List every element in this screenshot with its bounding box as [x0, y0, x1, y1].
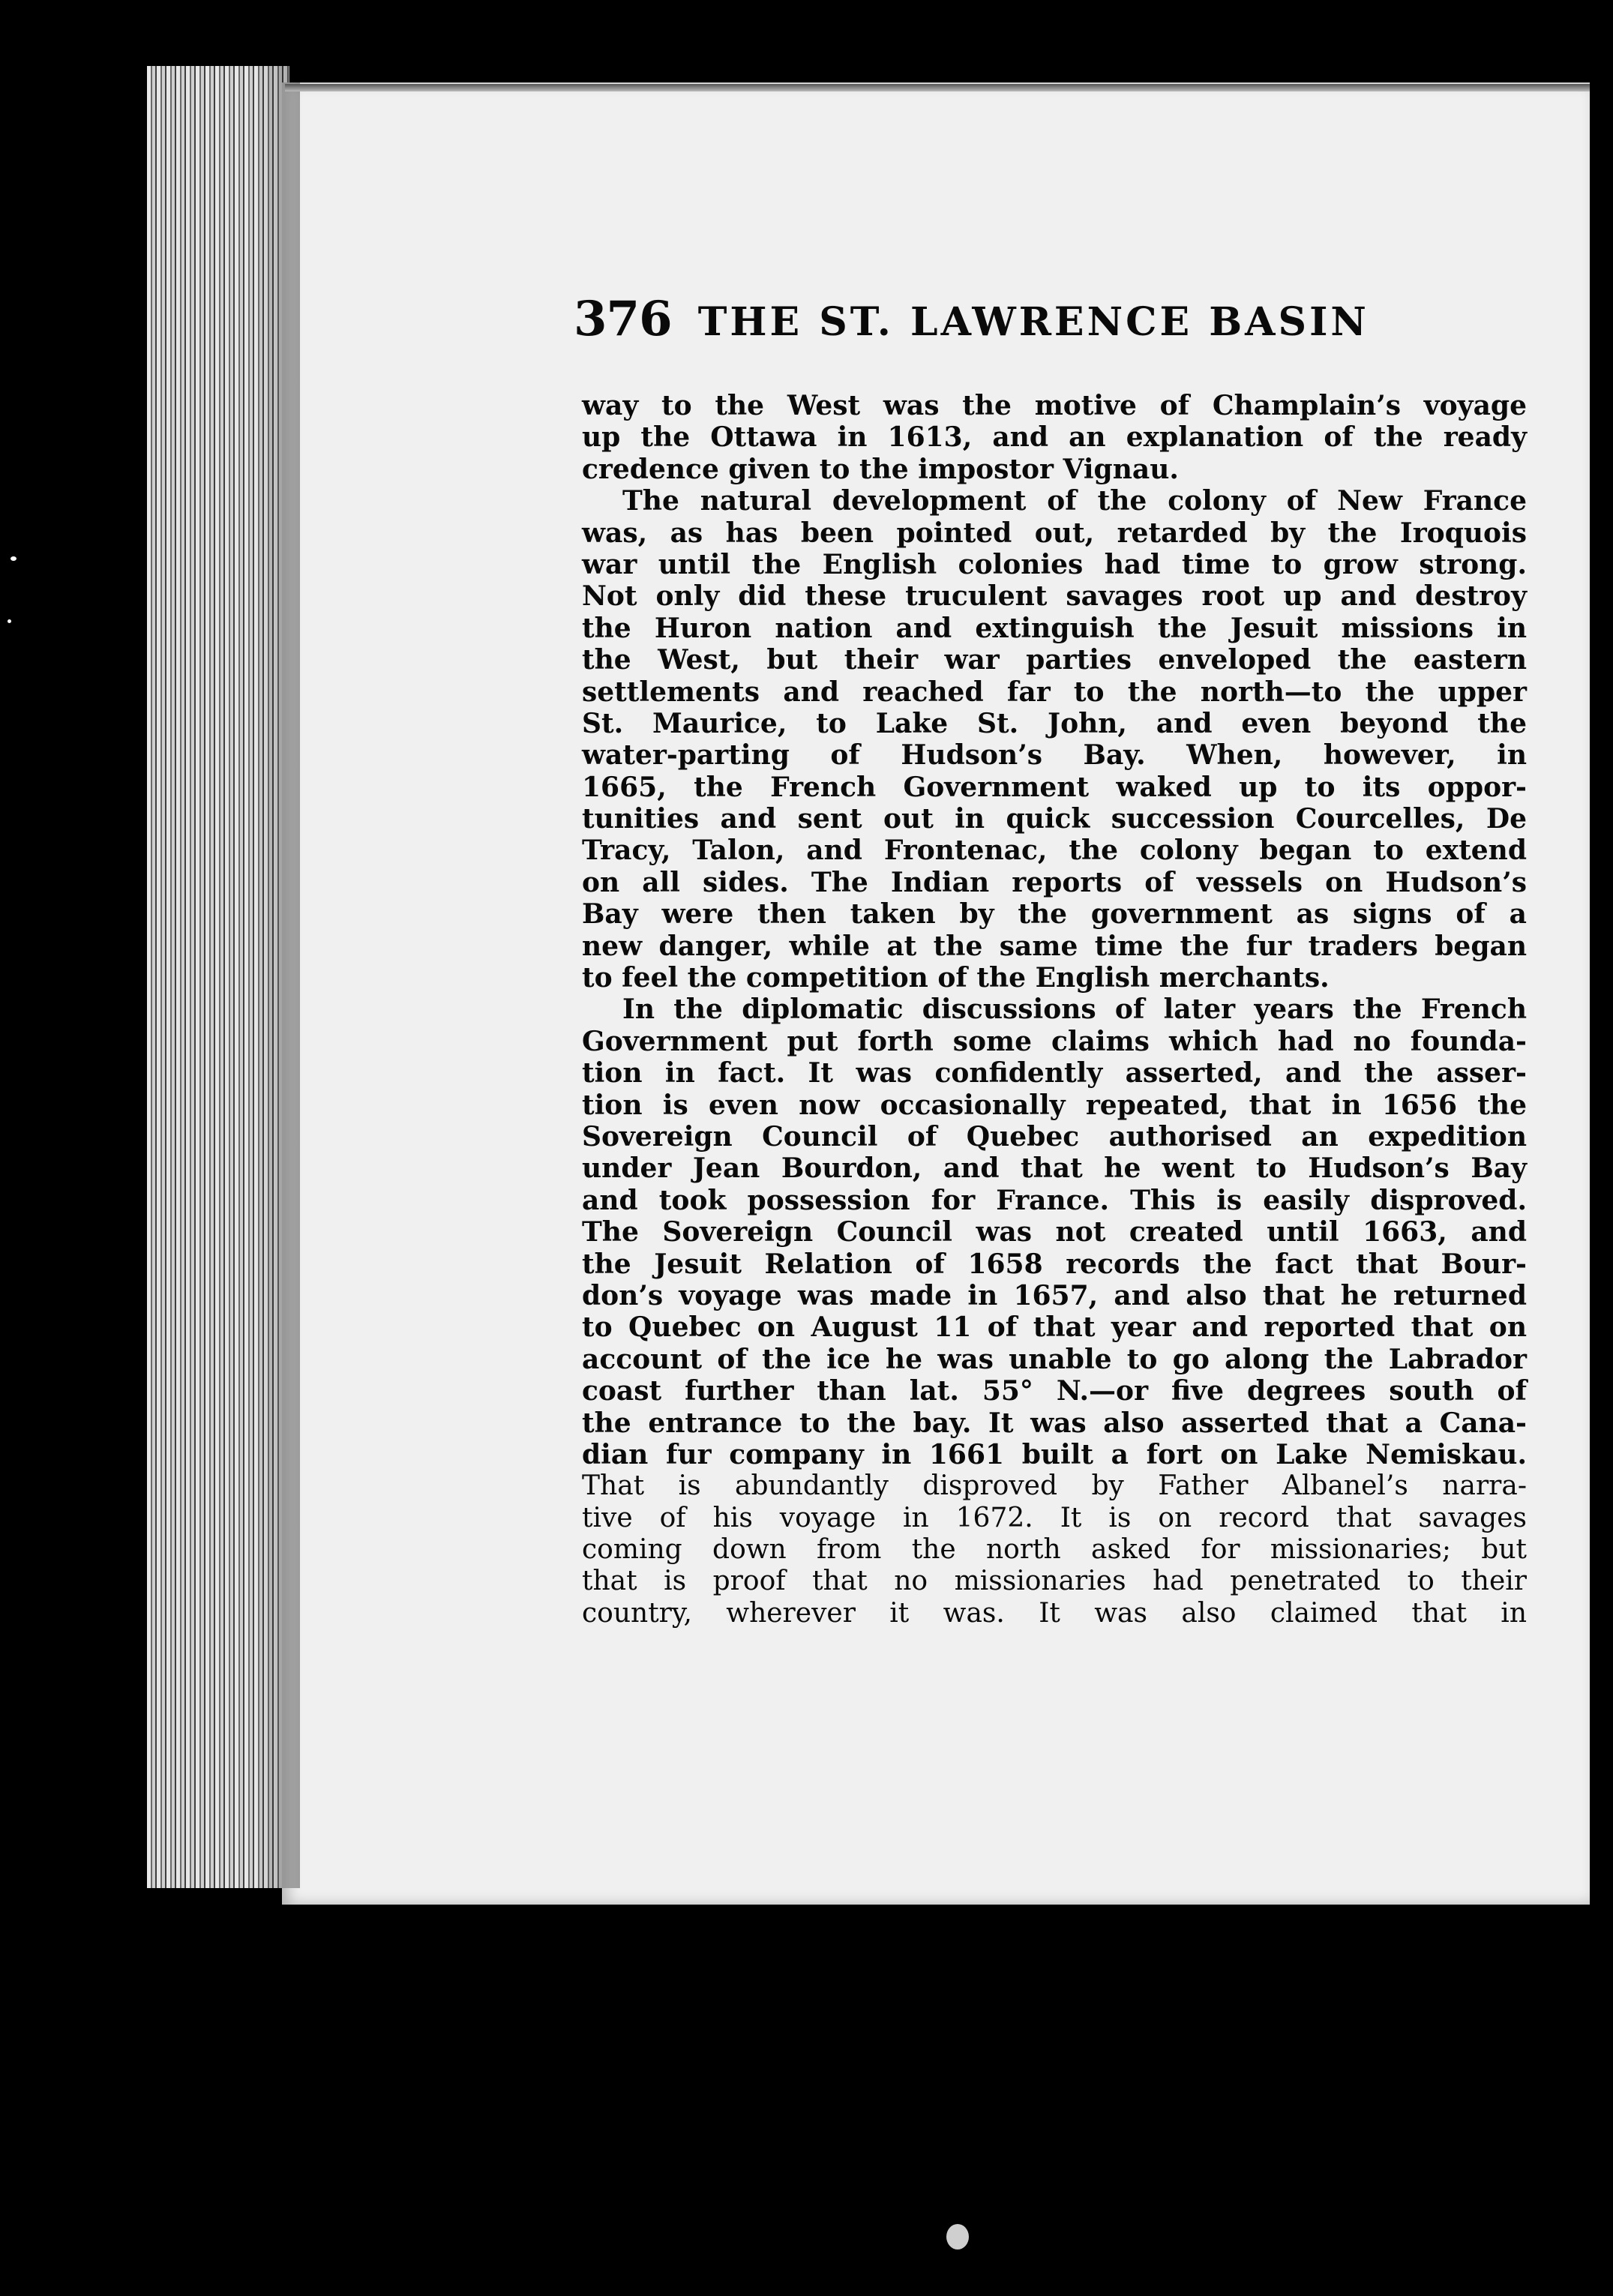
text-line: the Huron nation and extinguish the Jesuit missions in [582, 612, 1527, 644]
page-header [574, 291, 1474, 366]
text-line: That is abundantly disproved by Father Albanel’s narra- [582, 1470, 1527, 1502]
text-line: up the Ottawa in 1613, and an explanation of the ready [582, 421, 1527, 454]
text-line: settlements and reached far to the north—to the upper [582, 676, 1527, 708]
text-line: and took possession for France. This is easily disproved. [582, 1184, 1527, 1216]
text-line: tion in fact. It was confidently asserted, and the asser- [582, 1057, 1527, 1090]
running-head: THE ST. LAWRENCE BASIN [697, 299, 1369, 345]
text-line: way to the West was the motive of Champlain’s voyage [582, 390, 1527, 421]
text-line: Government put forth some claims which had no founda- [582, 1025, 1527, 1057]
text-line: was, as has been pointed out, retarded by the Iroquois [582, 517, 1527, 549]
text-line: water-parting of Hudson’s Bay. When, however, in [582, 739, 1527, 772]
text-line: new danger, while at the same time the fur traders began [582, 930, 1527, 962]
text-line: coast further than lat. 55° N.—or five degrees south of [582, 1375, 1527, 1407]
dust-speck [10, 556, 16, 561]
text-line: In the diplomatic discussions of later years the French [622, 994, 1527, 1026]
text-line: 1665, the French Government waked up to its oppor- [582, 771, 1527, 803]
dust-speck [7, 619, 11, 623]
page-top-edge [285, 84, 1590, 91]
text-line: Bay were then taken by the government as signs of a [582, 898, 1527, 931]
text-line: the entrance to the bay. It was also asserted that a Cana- [582, 1407, 1527, 1439]
text-line: under Jean Bourdon, and that he went to Hudson’s Bay [582, 1152, 1527, 1185]
gutter-shadow [255, 66, 300, 1888]
text-line: coming down from the north asked for missionaries; but [582, 1534, 1527, 1566]
text-line: Sovereign Council of Quebec authorised an expedition [582, 1120, 1527, 1152]
text-line: country, wherever it was. It was also claimed that in [582, 1597, 1527, 1629]
text-line: tive of his voyage in 1672. It is on record that savages [582, 1502, 1527, 1533]
text-line: The natural development of the colony of New France [622, 485, 1527, 517]
text-line: St. Maurice, to Lake St. John, and even beyond the [582, 707, 1527, 739]
text-line: on all sides. The Indian reports of vessels on Hudson’s [582, 866, 1527, 898]
text-line: account of the ice he was unable to go along the Labrador [582, 1343, 1527, 1375]
text-line: the West, but their war parties enveloped the eastern [582, 644, 1527, 676]
text-line: that is proof that no missionaries had penetrated to their [582, 1566, 1527, 1597]
page-number: 376 [574, 291, 672, 347]
text-line: to feel the competition of the English merchants. [582, 962, 1330, 994]
text-line: to Quebec on August 11 of that year and reported that on [582, 1311, 1527, 1344]
body-text [582, 390, 1527, 1629]
text-line: Tracy, Talon, and Frontenac, the colony began to extend [582, 835, 1527, 867]
text-line: war until the English colonies had time to grow strong. [582, 548, 1527, 580]
text-line: dian fur company in 1661 built a fort on Lake Nemiskau. [582, 1438, 1527, 1470]
text-line: Not only did these truculent savages root up and destroy [582, 580, 1527, 613]
text-line: The Sovereign Council was not created until 1663, and [582, 1216, 1527, 1248]
dust-speck [946, 2224, 969, 2250]
text-line: tion is even now occasionally repeated, that in 1656 the [582, 1089, 1527, 1121]
text-line: tunities and sent out in quick succession Courcelles, De [582, 803, 1527, 835]
text-line: don’s voyage was made in 1657, and also that he returned [582, 1279, 1527, 1311]
text-line: credence given to the impostor Vignau. [582, 453, 1179, 485]
text-line: the Jesuit Relation of 1658 records the fact that Bour- [582, 1248, 1527, 1280]
